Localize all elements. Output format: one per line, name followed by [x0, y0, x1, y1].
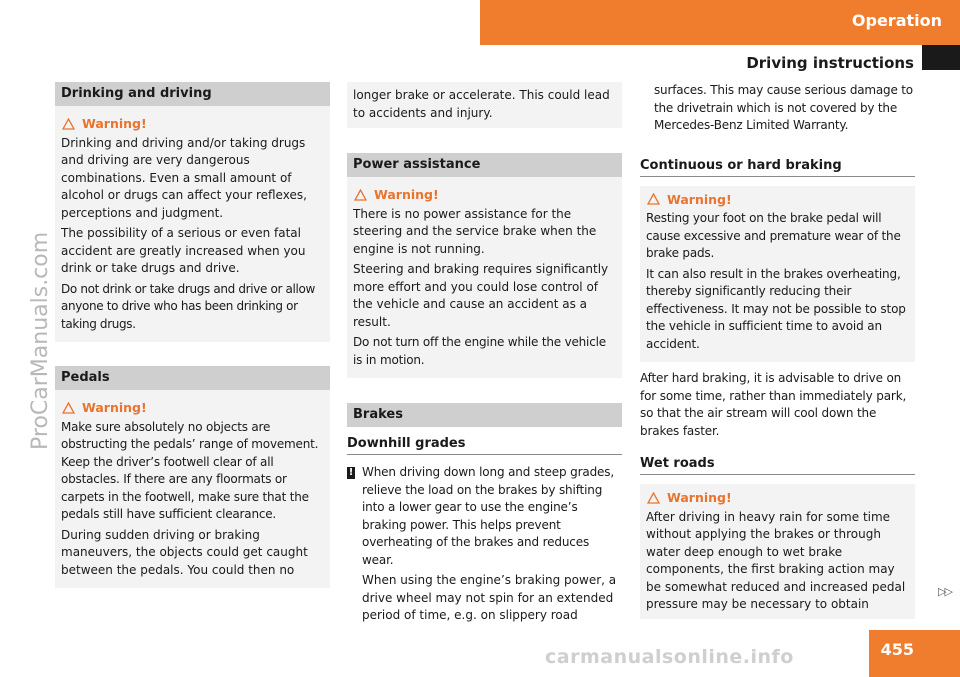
pedals-para-1: Make sure absolutely no objects are obstructing the pedals’ range of movement. Keep the driver’s footwell clear of all obstacles. If there are any floormats or carpets in the footwell, make sure that the pedals still have sufficient clearance.	[61, 419, 319, 521]
power-para-1: There is no power assistance for the steering and the service brake when the engine is not running.	[353, 206, 597, 256]
side-watermark: ProCarManuals.com	[28, 231, 53, 450]
column-2	[347, 82, 622, 628]
exclamation-note-icon: !	[348, 467, 354, 478]
power-para-2: Steering and braking requires significantly more effort and you could lose control of the vehicle and cause an accident as a result.	[353, 262, 609, 329]
drinking-box	[55, 82, 330, 342]
continuous-para-2: It can also result in the brakes overheating, thereby significantly reducing their effectiveness. It may not be possible to stop the vehicle in sufficient time to avoid an accident.	[646, 266, 906, 351]
warning-label: Warning!	[353, 186, 616, 204]
pedals-continued-text: longer brake or accelerate. This could lead to accidents and injury.	[353, 88, 610, 120]
power-para-3: Do not turn off the engine while the vehicle is in motion.	[353, 335, 606, 367]
header-marker	[922, 45, 960, 70]
note-continued-text: surfaces. This may cause serious damage to the drivetrain which is not covered by the Mercedes-Benz Limited Warranty.	[654, 83, 913, 132]
warning-triangle-icon	[62, 402, 75, 414]
page-number: 455	[880, 640, 914, 659]
warning-triangle-icon	[354, 189, 367, 201]
warning-triangle-icon	[62, 118, 75, 130]
warning-label: Warning!	[646, 191, 909, 209]
warning-label: Warning!	[61, 399, 324, 417]
brakes-box	[347, 403, 622, 427]
drinking-title: Drinking and driving	[55, 82, 330, 106]
downhill-note-para-1: When driving down long and steep grades, relieve the load on the brakes by shifting into a lower gear to use the engine’s braking power. This helps prevent overheating of the brakes and reduces wear.	[362, 465, 615, 567]
warning-label: Warning!	[646, 489, 909, 507]
downhill-note	[347, 464, 622, 628]
power-title: Power assistance	[347, 153, 622, 177]
power-box	[347, 153, 622, 378]
brakes-title: Brakes	[347, 403, 622, 427]
wet-para-1: After driving in heavy rain for some time without applying the brakes or through water deep enough to wet brake components, the first braking action may be somewhat reduced and increased pedal pressure may be necessary to obtain	[646, 509, 906, 611]
drinking-para-1: Drinking and driving and/or taking drugs and driving are very dangerous combinations. Even a small amount of alcohol or drugs can affect your reflexes, perceptions and judgment.	[61, 135, 307, 220]
pedals-title: Pedals	[55, 366, 330, 390]
subsection-title: Driving instructions	[746, 54, 914, 72]
bottom-watermark: carmanualsonline.info	[545, 646, 794, 668]
wet-warning-box	[640, 484, 915, 619]
after-braking-text: After hard braking, it is advisable to drive on for some time, rather than immediately park, so that the air stream will cool down the brakes faster.	[640, 371, 907, 438]
downhill-note-para-2: When using the engine’s braking power, a drive wheel may not spin for an extended period of time, e.g. on slippery road	[362, 573, 617, 622]
continuous-braking-title: Continuous or hard braking	[640, 158, 915, 177]
warning-triangle-icon	[647, 193, 660, 205]
continue-arrow-icon: ▷▷	[938, 585, 951, 598]
pedals-box	[55, 366, 330, 588]
warning-triangle-icon	[647, 492, 660, 504]
column-3	[640, 82, 915, 619]
drinking-para-3: Do not drink or take drugs and drive or allow anyone to drive who has been drinking or taking drugs.	[61, 281, 315, 331]
column-1	[55, 82, 330, 588]
wet-roads-title: Wet roads	[640, 456, 915, 475]
pedals-para-2: During sudden driving or braking maneuvers, the objects could get caught between the pedals. You could then no	[61, 527, 308, 577]
continuous-para-1: Resting your foot on the brake pedal will cause excessive and premature wear of the brake pads.	[646, 211, 901, 260]
pedals-continued-box	[347, 82, 622, 128]
drinking-para-2: The possibility of a serious or even fatal accident are greatly increased when you drink or take drugs and drive.	[61, 226, 306, 275]
downhill-note-continued	[640, 82, 915, 138]
section-title: Operation	[851, 11, 942, 30]
continuous-warning-box	[640, 186, 915, 363]
warning-label: Warning!	[61, 115, 324, 133]
downhill-title: Downhill grades	[347, 436, 622, 455]
